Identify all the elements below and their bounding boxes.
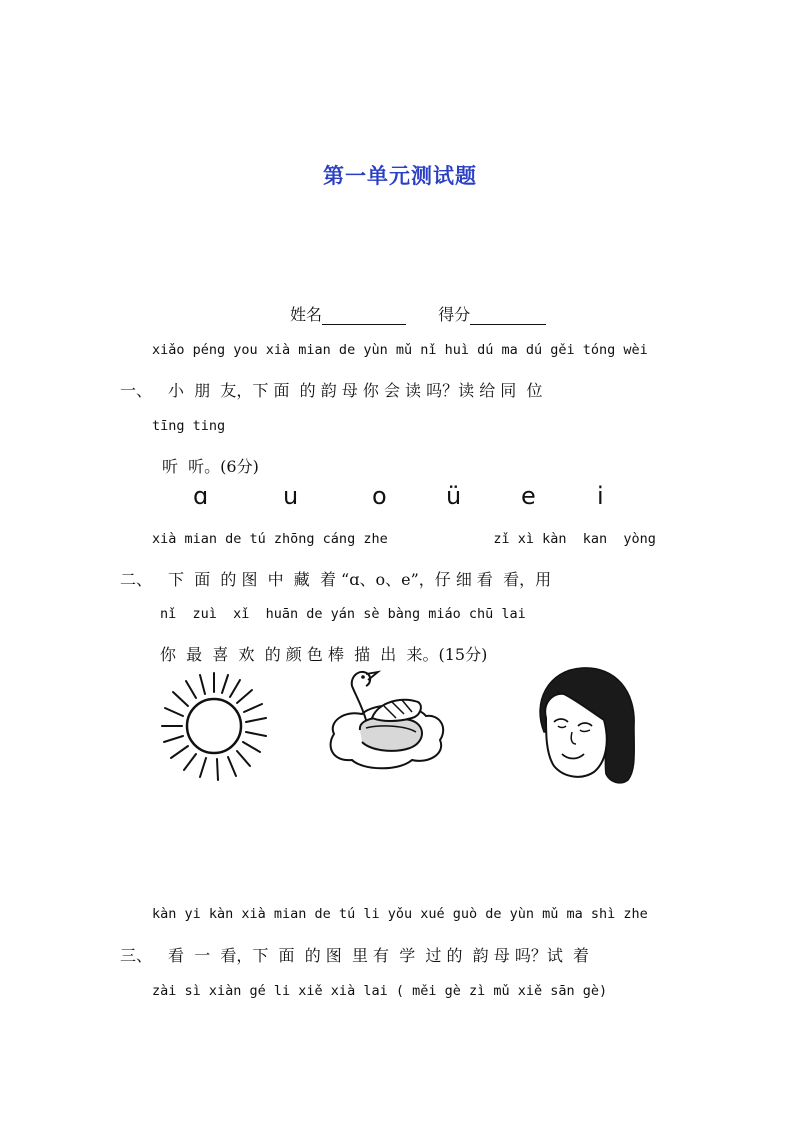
page-title: 第一单元测试题	[323, 163, 477, 188]
vowel-a: ɑ	[193, 482, 209, 510]
vowel-u-umlaut: ü	[446, 482, 462, 510]
q1-line	[120, 378, 542, 401]
q1-pinyin-2: tīng ting	[152, 418, 226, 434]
q3-number: 三、	[120, 946, 153, 965]
name-score-row	[290, 302, 546, 325]
q2-number: 二、	[120, 570, 153, 589]
q1-pinyin: xiǎo péng you xià mian de yùn mǔ nǐ huì dú ma dú gěi tóng wèi	[152, 342, 648, 358]
sun-picture	[160, 670, 270, 782]
q1-number: 一、	[120, 381, 153, 400]
q2-line	[120, 567, 551, 590]
score-blank[interactable]	[470, 306, 546, 325]
q2-pinyin-2: nǐ zuì xǐ huān de yán sè bàng miáo chū lai	[160, 606, 526, 622]
girl-face-picture	[524, 662, 642, 788]
q3-line	[120, 943, 589, 966]
q3-pinyin-2: zài sì xiàn gé li xiě xià lai ( měi gè zì mǔ xiě sān gè)	[152, 983, 608, 999]
q2-text-2: 你 最 喜 欢 的 颜 色 棒 描 出 来。(15分)	[160, 645, 488, 664]
q1-text: 小 朋 友，下 面 的 韵 母 你 会 读 吗？读 给 同 位	[168, 381, 543, 400]
vowel-o: o	[372, 482, 387, 510]
q3-pinyin: kàn yi kàn xià mian de tú li yǒu xué guò de yùn mǔ ma shì zhe	[152, 906, 648, 922]
q3-text: 看 一 看，下 面 的 图 里 有 学 过 的 韵 母 吗？试 着	[168, 946, 589, 965]
q1-text-2: 听 听。(6分)	[162, 457, 259, 476]
name-label: 姓名	[290, 305, 323, 324]
swan-picture	[322, 662, 452, 774]
q2-text: 下 面 的 图 中 藏 着 “ɑ、o、e”，仔 细 看 看，用	[168, 570, 552, 589]
vowel-u: u	[283, 482, 299, 510]
vowel-row	[0, 482, 800, 512]
q2-pinyin: xià mian de tú zhōng cáng zhe zǐ xì kàn kan yòng	[152, 531, 656, 547]
vowel-i: i	[597, 482, 604, 510]
vowel-e: e	[521, 482, 536, 510]
score-label: 得分	[438, 305, 471, 324]
name-blank[interactable]	[322, 306, 406, 325]
